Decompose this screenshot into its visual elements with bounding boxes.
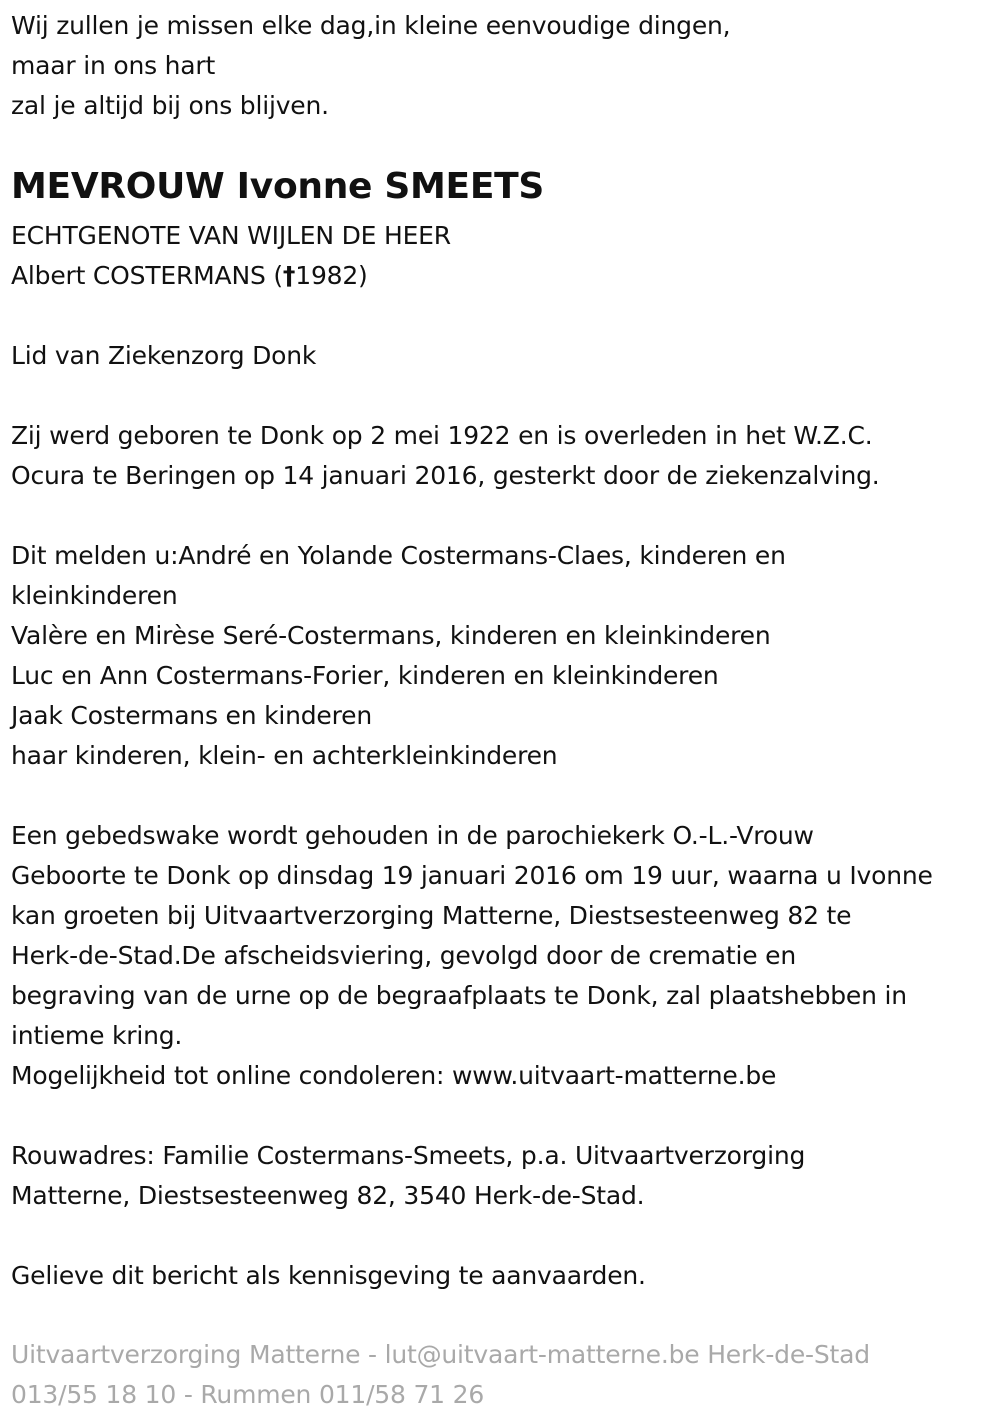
announcer-line: Luc en Ann Costermans-Forier, kinderen en kleinkinderen <box>11 661 719 690</box>
spacer <box>11 1096 990 1136</box>
footer-line: Uitvaartverzorging Matterne - lut@uitvaart-matterne.be Herk-de-Stad <box>11 1340 870 1369</box>
ceremony-line: kan groeten bij Uitvaartverzorging Matterne, Diestsesteenweg 82 te <box>11 901 852 930</box>
membership: Lid van Ziekenzorg Donk <box>11 341 317 370</box>
spacer <box>11 296 990 336</box>
footer-line: 013/55 18 10 - Rummen 011/58 71 26 <box>11 1380 485 1409</box>
announcer-line: Jaak Costermans en kinderen <box>11 701 372 730</box>
closing-note: Gelieve dit bericht als kennisgeving te aanvaarden. <box>11 1261 646 1290</box>
birth-death-info <box>11 416 990 496</box>
spouse-line: ECHTGENOTE VAN WIJLEN DE HEER <box>11 221 451 250</box>
announcer-line: Dit melden u:André en Yolande Costermans-Claes, kinderen en <box>11 541 786 570</box>
poem-line: Wij zullen je missen elke dag,in kleine eenvoudige dingen, <box>11 11 731 40</box>
spacer <box>11 496 990 536</box>
spacer <box>11 376 990 416</box>
spouse-death-year: 1982) <box>295 261 368 290</box>
ceremony-line: begraving van de urne op de begraafplaats te Donk, zal plaatshebben in <box>11 981 907 1010</box>
deceased-name: MEVROUW Ivonne SMEETS <box>11 166 544 207</box>
spouse-name-line <box>11 256 990 296</box>
announcer-line: kleinkinderen <box>11 581 178 610</box>
funeral-home-footer <box>11 1335 870 1415</box>
address-line: Rouwadres: Familie Costermans-Smeets, p.a. Uitvaartverzorging <box>11 1141 806 1170</box>
birth-death-line: Ocura te Beringen op 14 januari 2016, gesterkt door de ziekenzalving. <box>11 461 880 490</box>
poem-line: zal je altijd bij ons blijven. <box>11 91 329 120</box>
announcers <box>11 536 990 776</box>
spouse-info <box>11 216 990 296</box>
birth-death-line: Zij werd geboren te Donk op 2 mei 1922 en is overleden in het W.Z.C. <box>11 421 873 450</box>
poem-line: maar in ons hart <box>11 51 216 80</box>
spacer <box>11 776 990 816</box>
mourning-address <box>11 1136 990 1216</box>
ceremony-line: intieme kring. <box>11 1021 183 1050</box>
ceremony-line: Herk-de-Stad.De afscheidsviering, gevolgd door de crematie en <box>11 941 797 970</box>
condolence-line: Mogelijkheid tot online condoleren: www.uitvaart-matterne.be <box>11 1061 777 1090</box>
announcer-line: Valère en Mirèse Seré-Costermans, kinderen en kleinkinderen <box>11 621 771 650</box>
announcer-line: haar kinderen, klein- en achterkleinkinderen <box>11 741 558 770</box>
ceremony-line: Een gebedswake wordt gehouden in de parochiekerk O.-L.-Vrouw <box>11 821 814 850</box>
poem <box>11 6 990 126</box>
ceremony-line: Geboorte te Donk op dinsdag 19 januari 2016 om 19 uur, waarna u Ivonne <box>11 861 933 890</box>
address-line: Matterne, Diestsesteenweg 82, 3540 Herk-de-Stad. <box>11 1181 645 1210</box>
spouse-name: Albert COSTERMANS ( <box>11 261 283 290</box>
cross-icon: † <box>282 261 296 290</box>
spacer <box>11 1216 990 1256</box>
ceremony-info <box>11 816 990 1096</box>
